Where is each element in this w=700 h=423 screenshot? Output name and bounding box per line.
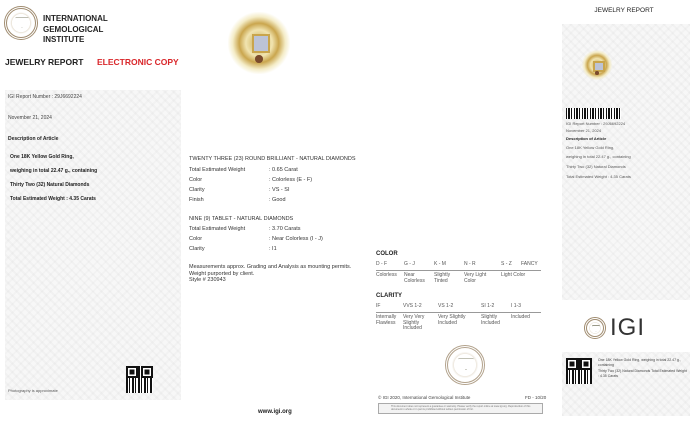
qr-text-line: One 18K Yellow Gold Ring, weighing in total 22.47 g., containing	[598, 358, 681, 367]
detail-row	[189, 234, 359, 244]
detail-row	[189, 175, 359, 185]
color-grade-desc: Light Color	[501, 272, 526, 278]
report-date: November 21, 2024	[8, 115, 52, 121]
card-line: Total Estimated Weight : 4.35 Carats	[566, 174, 631, 179]
clarity-grade-desc: Included	[511, 314, 530, 320]
clarity-grade: VVS 1-2	[403, 303, 422, 309]
detail-label: Clarity	[189, 187, 205, 193]
card-line: One 18K Yellow Gold Ring,	[566, 145, 615, 150]
color-grade: FANCY	[521, 261, 538, 267]
electronic-copy-label: ELECTRONIC COPY	[97, 57, 179, 67]
detail-value: : VS - SI	[269, 187, 290, 193]
description-line: Thirty Two (32) Natural Diamonds	[10, 182, 90, 188]
color-grade-desc: Colorless	[376, 272, 397, 278]
qr-text-line: Thirty Two (32) Natural Diamonds Total Estimated Weight : 4.35 Carats	[598, 369, 687, 378]
qr-code[interactable]	[126, 366, 153, 393]
clarity-grade: SI 1-2	[481, 303, 495, 309]
detail-label: Total Estimated Weight	[189, 167, 246, 173]
org-line: INSTITUTE	[43, 35, 85, 44]
photo-note: Photography is approximate	[8, 388, 58, 393]
color-scale-title: COLOR	[376, 251, 398, 257]
style-number: Style # 230943	[189, 277, 226, 283]
website-link[interactable]: www.igi.org	[258, 409, 292, 415]
clarity-grade: I 1-3	[511, 303, 522, 309]
color-grade: S - Z	[501, 261, 512, 267]
detail-value: : Near Colorless (I - J)	[269, 236, 323, 242]
card-title: JEWELRY REPORT	[594, 7, 654, 14]
detail-label: Total Estimated Weight	[189, 226, 246, 232]
clarity-scale-title: CLARITY	[376, 293, 402, 299]
grading-note: Measurements approx. Grading and Analysis as mounting permits. Weight purported by client.	[189, 264, 352, 277]
color-grade-desc: Very Light Color	[464, 272, 487, 284]
card-date: November 21, 2024	[566, 128, 602, 133]
ring-photo	[228, 12, 290, 74]
org-line: GEMOLOGICAL	[43, 24, 104, 34]
detail-value: : 0.65 Carat	[269, 167, 298, 173]
org-line: INTERNATIONAL	[43, 14, 108, 23]
detail-row	[189, 165, 359, 175]
copyright: © IGI 2020, International Gemological Institute	[378, 395, 471, 400]
description-line: Total Estimated Weight : 4.35 Carats	[10, 196, 96, 202]
card-line: weighing in total 22.47 g., containing	[566, 154, 631, 159]
color-grade-desc: Near Colorless	[404, 272, 425, 284]
color-grade: D - F	[376, 261, 388, 267]
detail-row	[189, 195, 359, 205]
card-qr-code[interactable]	[566, 358, 592, 384]
detail-row	[189, 224, 359, 234]
form-code: FD - 10/20	[525, 395, 547, 400]
fine-print: This document does not represent a guarantee or warranty. Please verify the report online at www.igi.org. Reproduction of this document in whole or in part is prohibited without written permission of IGI.	[378, 403, 543, 414]
group-title: TWENTY THREE (23) ROUND BRILLIANT - NATURAL DIAMONDS	[189, 156, 356, 162]
detail-label: Clarity	[189, 246, 205, 252]
report-type: JEWELRY REPORT	[5, 57, 84, 67]
detail-label: Finish	[189, 197, 204, 203]
card-qr-text	[598, 358, 688, 378]
barcode	[566, 108, 621, 119]
card-line: Thirty Two (32) Natural Diamonds	[566, 164, 626, 169]
report-number: IGI Report Number : 29J6692224	[8, 94, 82, 100]
detail-label: Color	[189, 177, 203, 183]
description-line: weighing in total 22.47 g., containing	[10, 168, 98, 174]
clarity-grade: VS 1-2	[438, 303, 454, 309]
clarity-grade-desc: Very Very Slightly Included	[403, 314, 425, 331]
color-grade: K - M	[434, 261, 446, 267]
detail-value: : Colorless (E - F)	[269, 177, 313, 183]
detail-value: : Good	[269, 197, 286, 203]
color-grade-desc: Slightly Tinted	[434, 272, 451, 284]
clarity-grade-desc: Internally Flawless	[376, 314, 397, 326]
detail-value: : 3.70 Carats	[269, 226, 301, 232]
card-ring-photo	[582, 50, 612, 80]
diamond-details	[189, 156, 359, 284]
detail-label: Color	[189, 236, 203, 242]
card-report-number: IGI Report Number : 29J6692224	[566, 121, 626, 126]
card-description-heading: Description of Article	[566, 136, 607, 141]
clarity-grade-desc: Very Slightly Included	[438, 314, 466, 326]
detail-row	[189, 244, 359, 254]
org-name	[43, 14, 108, 46]
color-grade: N - R	[464, 261, 476, 267]
description-heading: Description of Article	[8, 136, 59, 142]
igi-logo-seal	[584, 317, 606, 339]
clarity-grade-desc: Slightly Included	[481, 314, 500, 326]
color-grade: G - J	[404, 261, 415, 267]
detail-value: : I1	[269, 246, 277, 252]
igi-seal-logo	[4, 6, 38, 40]
igi-logo-text: IGI	[610, 314, 646, 341]
group-title: NINE (9) TABLET - NATURAL DIAMONDS	[189, 216, 294, 222]
clarity-grade: IF	[376, 303, 381, 309]
detail-row	[189, 185, 359, 195]
description-line: One 18K Yellow Gold Ring,	[10, 154, 74, 160]
igi-seal-center	[445, 345, 485, 385]
